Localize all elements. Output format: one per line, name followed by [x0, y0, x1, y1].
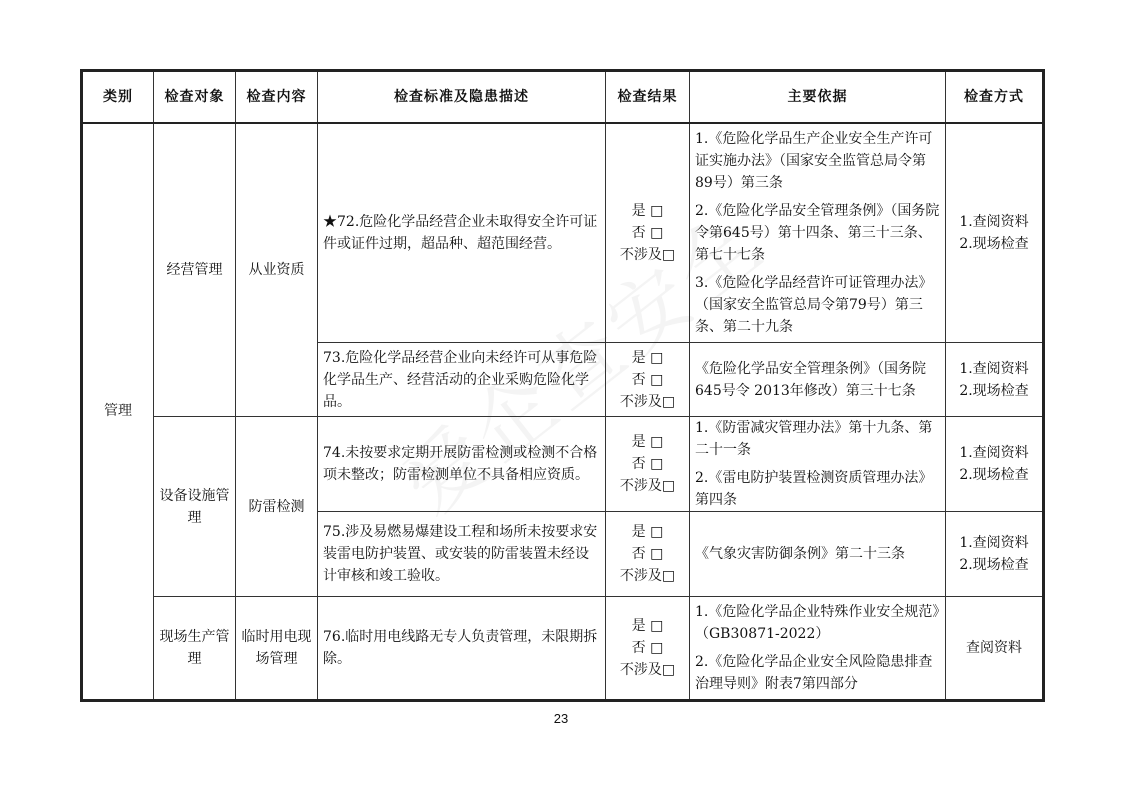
result-yes[interactable]: 是 □: [631, 434, 664, 450]
basis-cell: [690, 123, 946, 343]
result-cell: [606, 343, 690, 417]
method-cell: [946, 597, 1044, 701]
header-object: 检查对象: [154, 71, 236, 123]
result-no[interactable]: 否 □: [631, 224, 664, 241]
content-cell: 防雷检测: [236, 417, 318, 597]
result-no[interactable]: 否 □: [631, 371, 664, 388]
basis-cell: [690, 597, 946, 701]
standard-cell: 74.未按要求定期开展防雷检测或检测不合格项未整改；防雷检测单位不具备相应资质。: [318, 417, 606, 512]
header-standard: 检查标准及隐患描述: [318, 71, 606, 123]
basis-item: 1.《防雷减灾管理办法》第十九条、第二十一条: [695, 420, 933, 458]
result-no[interactable]: 否 □: [631, 456, 664, 472]
basis-cell: [690, 417, 946, 512]
basis-item: 《危险化学品安全管理条例》（国务院645号令 2013年修改）第三十七条: [695, 360, 926, 399]
result-cell: [606, 512, 690, 597]
basis-item: 《气象灾害防御条例》第二十三条: [695, 546, 905, 562]
table-row: [82, 417, 1044, 512]
method-item: 2.现场检查: [959, 557, 1029, 573]
content-cell: 从业资质: [236, 123, 318, 417]
standard-cell: 75.涉及易燃易爆建设工程和场所未按要求安装雷电防护装置、或安装的防雷装置未经设计审核和竣工验收。: [318, 512, 606, 597]
result-cell: [606, 597, 690, 701]
header-result: 检查结果: [606, 71, 690, 123]
result-na[interactable]: 不涉及□: [619, 478, 676, 494]
table-row: [82, 597, 1044, 701]
method-cell: [946, 417, 1044, 512]
method-item: 2.现场检查: [959, 235, 1029, 252]
result-yes[interactable]: 是 □: [631, 524, 664, 540]
method-item: 2.现场检查: [959, 382, 1029, 399]
header-basis: 主要依据: [690, 71, 946, 123]
header-category: 类别: [82, 71, 154, 123]
object-cell: 设备设施管理: [154, 417, 236, 597]
basis-item: 1.《危险化学品企业特殊作业安全规范》（GB30871-2022）: [695, 604, 940, 642]
method-cell: [946, 123, 1044, 343]
page-number: 23: [553, 711, 569, 726]
method-item: 2.现场检查: [959, 467, 1029, 483]
object-cell: 经营管理: [154, 123, 236, 417]
standard-cell: ★72.危险化学品经营企业未取得安全许可证件或证件过期，超品种、超范围经营。: [318, 123, 606, 343]
standard-cell: 73.危险化学品经营企业向未经许可从事危险化学品生产、经营活动的企业采购危险化学品。: [318, 343, 606, 417]
result-yes[interactable]: 是 □: [631, 618, 664, 634]
method-item: 1.查阅资料: [959, 360, 1029, 377]
method-item: 1.查阅资料: [959, 213, 1029, 230]
object-cell: 现场生产管理: [154, 597, 236, 701]
result-na[interactable]: 不涉及□: [619, 662, 676, 678]
method-item: 1.查阅资料: [959, 535, 1029, 551]
result-yes[interactable]: 是 □: [631, 202, 664, 219]
result-na[interactable]: 不涉及□: [619, 568, 676, 584]
result-cell: [606, 417, 690, 512]
result-no[interactable]: 否 □: [631, 640, 664, 656]
basis-cell: [690, 512, 946, 597]
result-na[interactable]: 不涉及□: [619, 393, 676, 410]
result-cell: [606, 123, 690, 343]
basis-item: 1.《危险化学品生产企业安全生产许可证实施办法》（国家安全监管总局令第89号）第三条: [695, 130, 933, 191]
inspection-table: [80, 69, 1045, 702]
method-cell: [946, 343, 1044, 417]
basis-item: 3.《危险化学品经营许可证管理办法》（国家安全监管总局令第79号）第三条、第二十九条: [695, 274, 933, 335]
result-yes[interactable]: 是 □: [631, 349, 664, 366]
header-method: 检查方式: [946, 71, 1044, 123]
method-item: 1.查阅资料: [959, 445, 1029, 461]
result-na[interactable]: 不涉及□: [619, 246, 676, 263]
header-row: [82, 71, 1044, 123]
basis-cell: [690, 343, 946, 417]
method-item: 查阅资料: [966, 640, 1022, 656]
basis-item: 2.《雷电防护装置检测资质管理办法》第四条: [695, 470, 933, 508]
method-cell: [946, 512, 1044, 597]
basis-item: 2.《危险化学品安全管理条例》（国务院令第645号）第十四条、第三十三条、第七十七条: [695, 202, 940, 263]
header-content: 检查内容: [236, 71, 318, 123]
table-row: [82, 123, 1044, 343]
content-cell: 临时用电现场管理: [236, 597, 318, 701]
category-cell: 管理: [82, 123, 154, 701]
basis-item: 2.《危险化学品企业安全风险隐患排查治理导则》附表7第四部分: [695, 654, 933, 692]
result-no[interactable]: 否 □: [631, 546, 664, 562]
standard-cell: 76.临时用电线路无专人负责管理，未限期拆除。: [318, 597, 606, 701]
